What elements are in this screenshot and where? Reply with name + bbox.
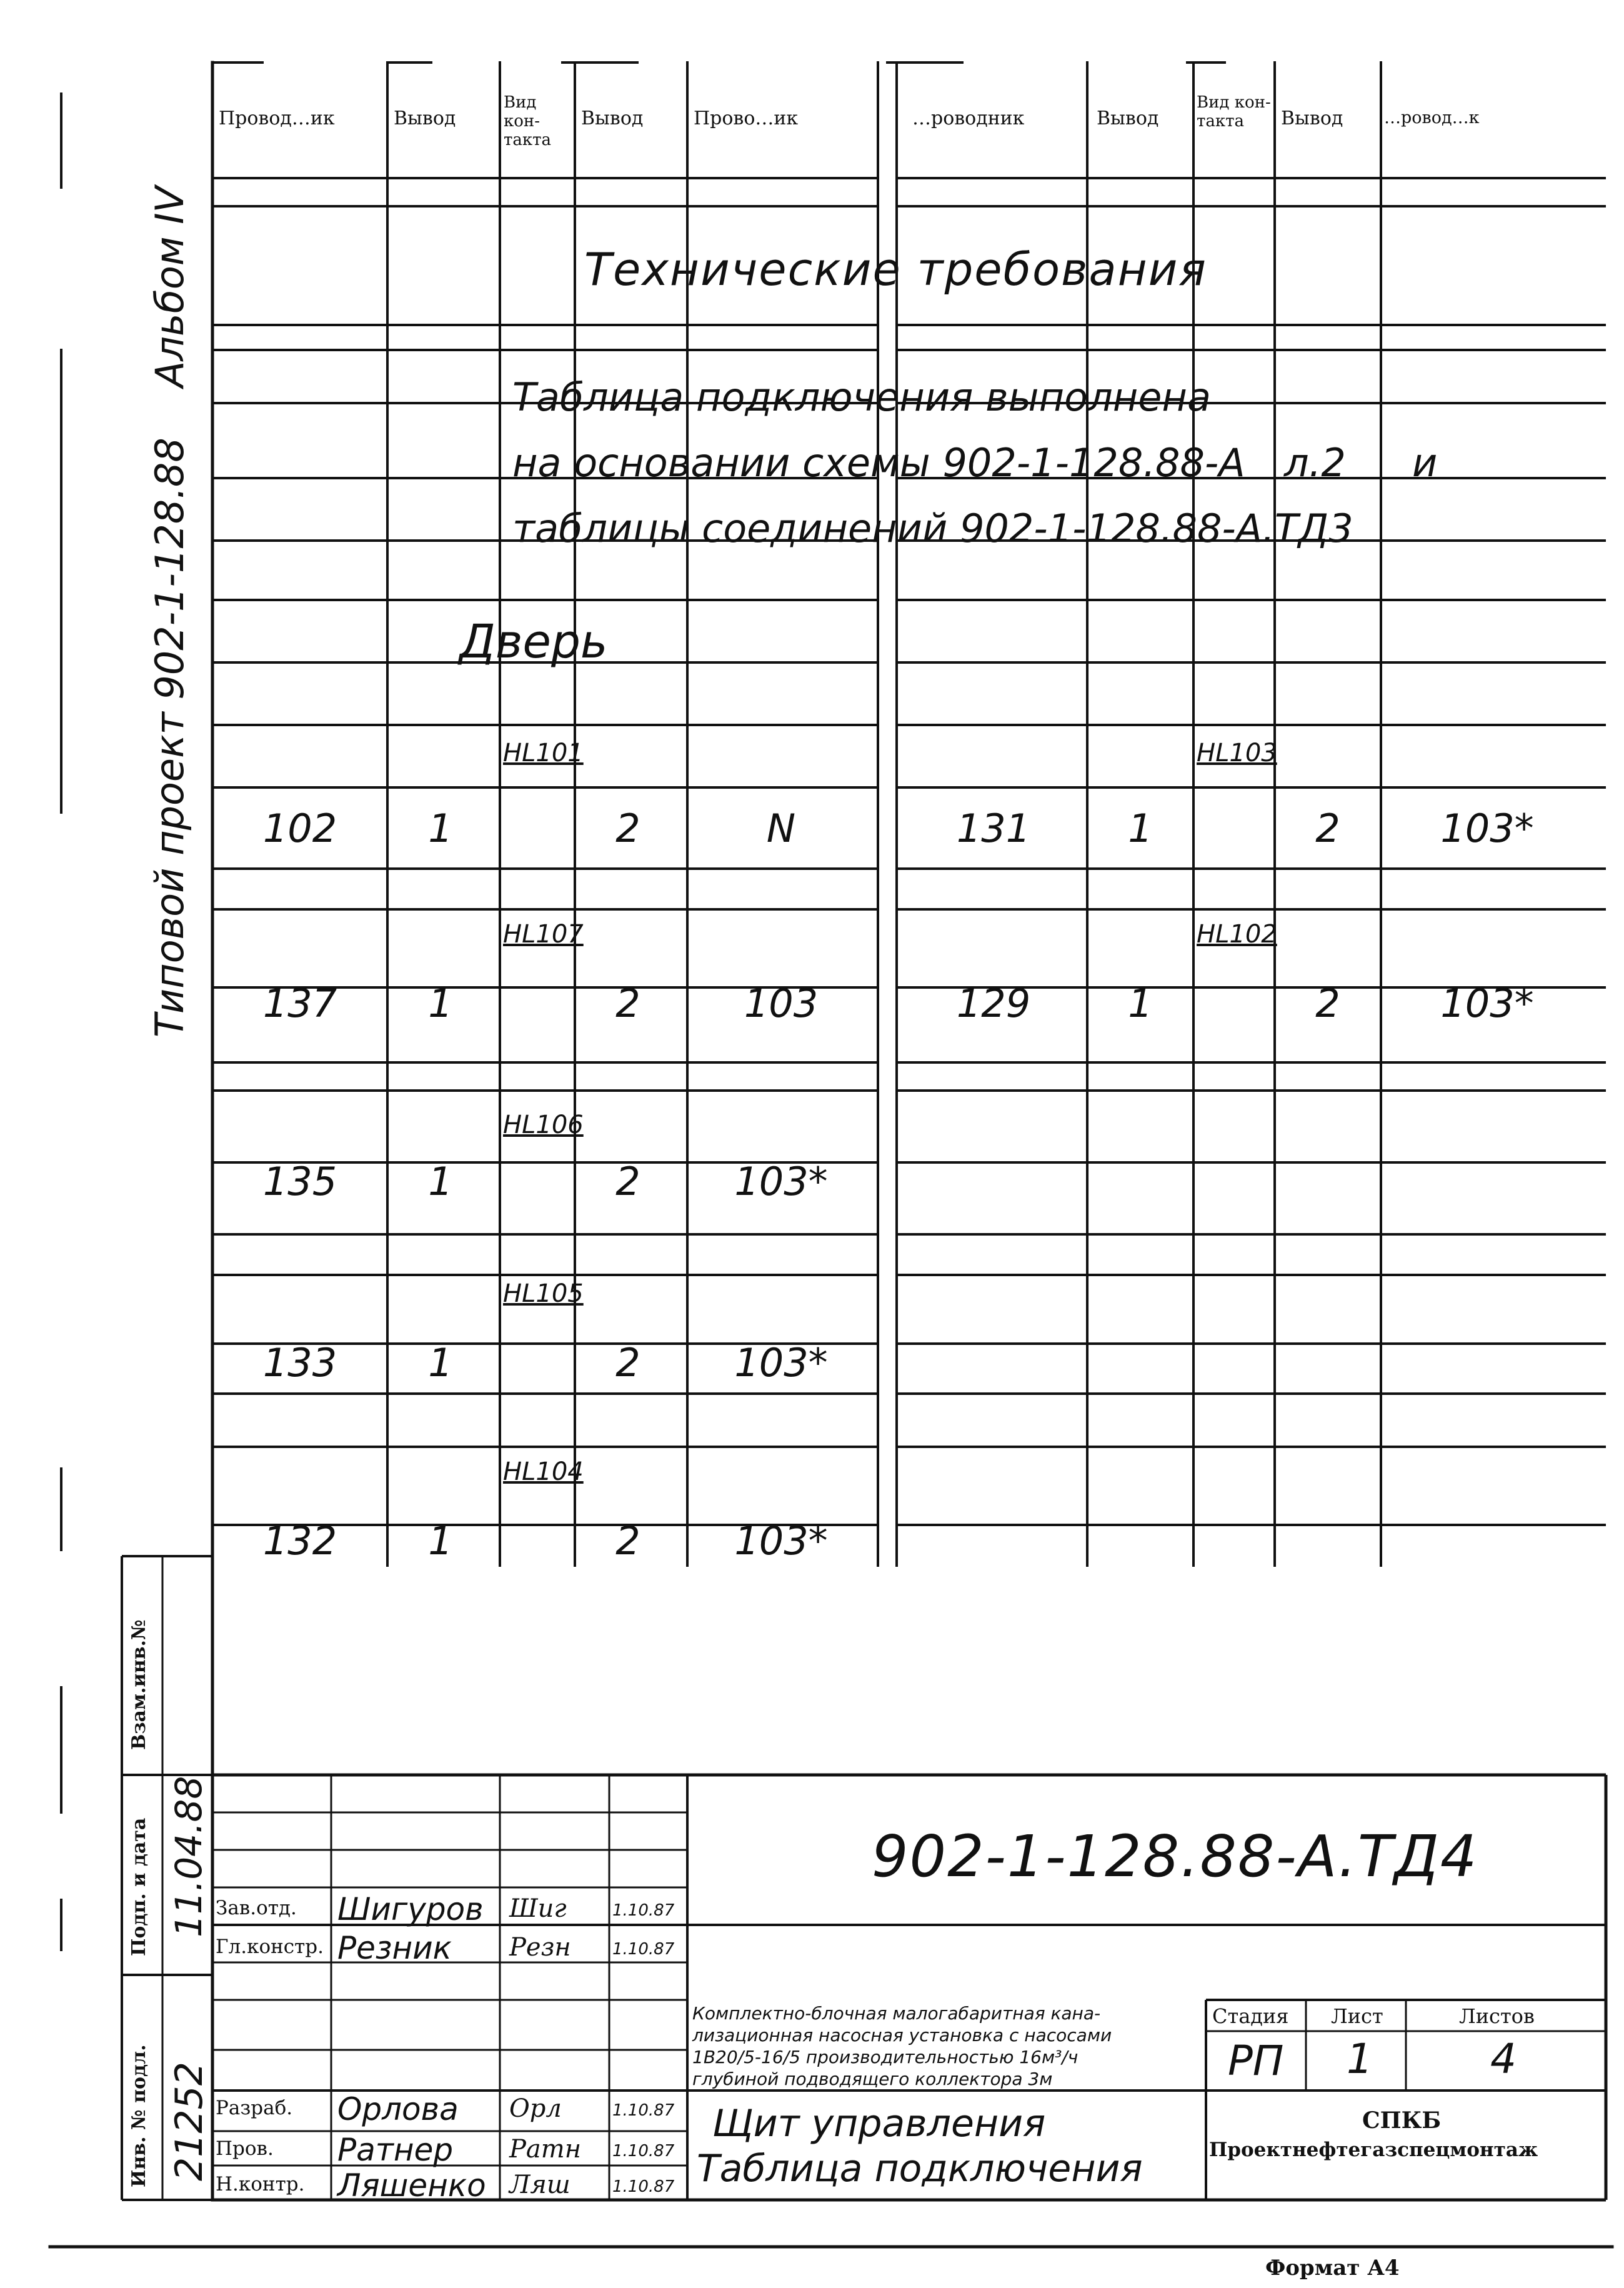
contact-right: HL103 <box>1197 739 1277 767</box>
signature-role: Гл.констр. <box>216 1936 324 1958</box>
contact-left: HL106 <box>503 1111 584 1139</box>
signature-role: Н.контр. <box>216 2173 305 2196</box>
margin-sign-date: 11.04.88 <box>167 1776 210 1937</box>
wire2-left: N <box>766 806 796 851</box>
wire2-right: 103* <box>1440 806 1534 851</box>
note-line-2-and: и <box>1412 440 1438 486</box>
out1-left: 1 <box>428 981 453 1026</box>
out1-right: 1 <box>1128 981 1153 1026</box>
sheet-label: Лист <box>1331 2004 1383 2028</box>
project-label: Типовой проект 902-1-128.88 <box>147 437 192 1037</box>
signature-role: Зав.отд. <box>216 1897 297 1919</box>
signature-mark: Ратн <box>509 2135 582 2164</box>
signature-role: Разраб. <box>216 2097 293 2119</box>
signature-date: 1.10.87 <box>612 2177 675 2196</box>
header-right-out2: Вывод <box>1281 107 1343 129</box>
sheets-label: Листов <box>1459 2004 1535 2028</box>
signature-date: 1.10.87 <box>612 2101 675 2120</box>
out2-left: 2 <box>615 1340 640 1386</box>
header-left-wire2: Прово…ик <box>694 107 799 129</box>
wire-right: 131 <box>956 806 1031 851</box>
wire-right: 129 <box>956 981 1031 1026</box>
description-line-3: 1В20/5-16/5 производительностью 16м³/ч <box>692 2047 1079 2067</box>
header-right-contact <box>1197 94 1272 131</box>
stage-label: Стадия <box>1212 2004 1289 2028</box>
contact-left: HL101 <box>503 739 584 767</box>
description-line-2: лизационная насосная установка с насосами <box>692 2025 1112 2046</box>
wire-left: 137 <box>262 981 337 1026</box>
header-right-wire: …роводник <box>912 107 1025 129</box>
out1-left: 1 <box>428 1340 453 1386</box>
wire-left: 102 <box>262 806 337 851</box>
contact-left: HL107 <box>503 920 584 949</box>
org-line-2: Проектнефтегазспецмонтаж <box>1209 2139 1538 2161</box>
signature-mark: Орл <box>509 2094 562 2123</box>
signature-date: 1.10.87 <box>612 1901 675 1920</box>
wire-left: 135 <box>262 1159 337 1204</box>
header-left-out1: Вывод <box>394 107 456 129</box>
out1-left: 1 <box>428 1518 453 1564</box>
description-line-1: Комплектно-блочная малогабаритная кана- <box>692 2003 1101 2024</box>
sheet-value: 1 <box>1347 2035 1373 2083</box>
note-line-1: Таблица подключения выполнена <box>512 374 1211 420</box>
header-left-contact-text: Вид кон- такта <box>504 93 552 149</box>
header-right-out1: Вывод <box>1097 107 1159 129</box>
wire2-left: 103* <box>734 1340 828 1386</box>
door-label: Дверь <box>459 615 608 669</box>
signature-name: Орлова <box>337 2091 459 2127</box>
title-line-1: Щит управления <box>712 2102 1046 2146</box>
wire2-left: 103* <box>734 1518 828 1564</box>
stamp-label-sign-date: Подп. и дата <box>128 1817 150 1956</box>
wire2-right: 103* <box>1440 981 1534 1026</box>
signature-mark: Резн <box>509 1933 571 1962</box>
note-line-3: таблицы соединений 902-1-128.88-А.ТД3 <box>512 506 1353 551</box>
description-line-4: глубиной подводящего коллектора 3м <box>692 2069 1053 2089</box>
wire2-left: 103 <box>744 981 819 1026</box>
header-right-contact-text: Вид кон- такта <box>1197 93 1271 131</box>
note-line-2: на основании схемы 902-1-128.88-А <box>512 440 1245 486</box>
header-left-out2: Вывод <box>581 107 644 129</box>
note-line-2-sheet: л.2 <box>1284 440 1346 486</box>
out1-left: 1 <box>428 806 453 851</box>
signature-name: Ляшенко <box>337 2167 486 2204</box>
header-right-wire2: …ровод…к <box>1384 108 1480 127</box>
wire-left: 132 <box>262 1518 337 1564</box>
contact-left: HL105 <box>503 1279 584 1308</box>
out2-left: 2 <box>615 806 640 851</box>
format-label: Формат А4 <box>1265 2256 1400 2281</box>
wire2-left: 103* <box>734 1159 828 1204</box>
stamp-label-inv-orig: Инв. № подл. <box>128 2044 150 2187</box>
signature-mark: Ляш <box>509 2171 570 2199</box>
out2-left: 2 <box>615 981 640 1026</box>
sheets-value: 4 <box>1490 2035 1517 2083</box>
stage-value: РП <box>1228 2037 1284 2085</box>
out2-right: 2 <box>1315 806 1340 851</box>
stamp-label-replace-inv: Взам.инв.№ <box>128 1619 150 1750</box>
album-label: Альбом IV <box>147 186 192 387</box>
wire-left: 133 <box>262 1340 337 1386</box>
margin-inv-number: 21252 <box>167 2062 211 2181</box>
signature-name: Ратнер <box>337 2132 454 2168</box>
header-left-contact <box>504 94 572 150</box>
contact-left: HL104 <box>503 1457 584 1486</box>
signature-name: Резник <box>337 1930 452 1966</box>
tech-requirements-title: Технические требования <box>584 243 1207 296</box>
document-code: 902-1-128.88-А.ТД4 <box>872 1823 1478 1890</box>
signature-date: 1.10.87 <box>612 1940 675 1959</box>
header-left-wire: Провод…ик <box>219 107 335 129</box>
out2-left: 2 <box>615 1159 640 1204</box>
title-line-2: Таблица подключения <box>697 2147 1143 2191</box>
org-line-1: СПКБ <box>1362 2107 1442 2134</box>
signature-name: Шигуров <box>337 1891 484 1927</box>
signature-role: Пров. <box>216 2137 274 2160</box>
out1-left: 1 <box>428 1159 453 1204</box>
out1-right: 1 <box>1128 806 1153 851</box>
contact-right: HL102 <box>1197 920 1277 949</box>
out2-right: 2 <box>1315 981 1340 1026</box>
signature-date: 1.10.87 <box>612 2142 675 2161</box>
out2-left: 2 <box>615 1518 640 1564</box>
signature-mark: Шиг <box>509 1894 567 1923</box>
